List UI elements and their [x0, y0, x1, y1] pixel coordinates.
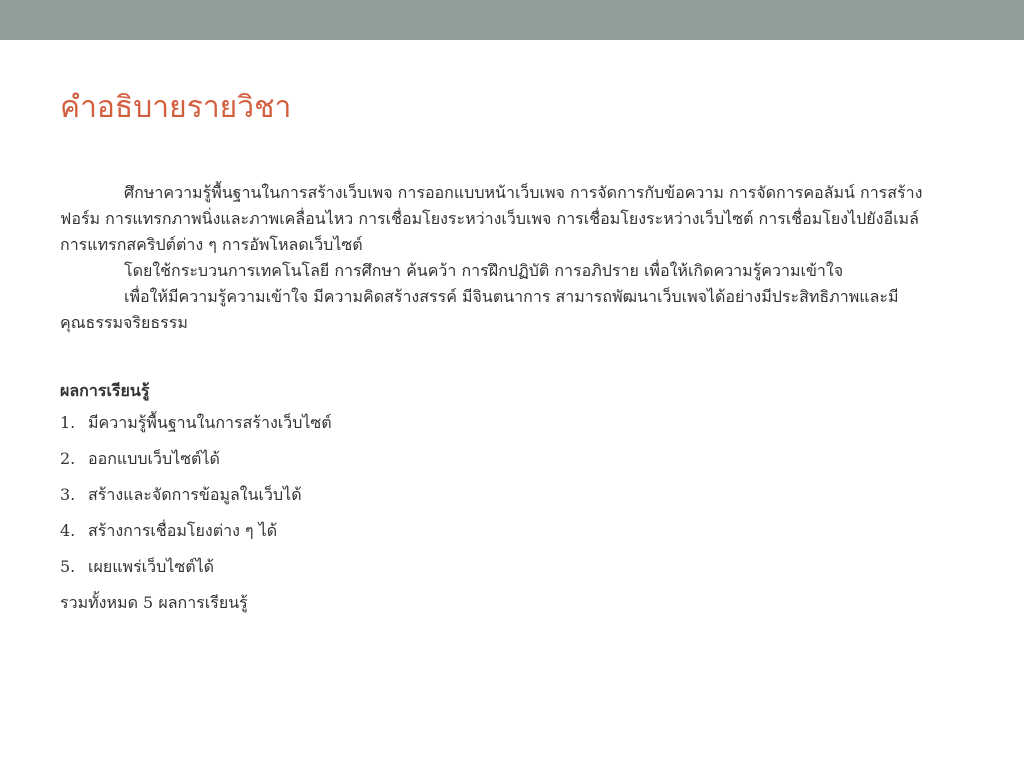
learning-outcomes-list	[60, 410, 930, 580]
list-item	[60, 518, 930, 544]
description-paragraph: โดยใช้กระบวนการเทคโนโลยี การศึกษา ค้นคว้า การฝึกปฏิบัติ การอภิปราย เพื่อให้เกิดความรู้ความเข้าใจ	[124, 261, 844, 280]
slide-body	[60, 180, 930, 616]
learning-outcomes-summary: รวมทั้งหมด 5 ผลการเรียนรู้	[60, 593, 248, 612]
list-item	[60, 410, 930, 436]
learning-outcomes-heading: ผลการเรียนรู้	[60, 381, 150, 400]
list-item	[60, 482, 930, 508]
description-paragraph: เพื่อให้มีความรู้ความเข้าใจ มีความคิดสร้างสรรค์ มีจินตนาการ สามารถพัฒนาเว็บเพจได้อย่างมีประสิทธิภาพและมีคุณธรรมจริยธรรม	[60, 287, 899, 332]
description-paragraph: ศึกษาความรู้พื้นฐานในการสร้างเว็บเพจ การออกแบบหน้าเว็บเพจ การจัดการกับข้อความ การจัดการคอลัมน์ การสร้างฟอร์ม การแทรกภาพนิ่งและภาพเคลื่อนไหว การเชื่อมโยงระหว่างเว็บเพจ การเชื่อมโยงระหว่างเว็บไซต์ การเชื่อมโยงไปยังอีเมล์ การแทรกสคริปต์ต่าง ๆ การอัพโหลดเว็บไซต์	[60, 183, 923, 254]
list-item-number: 4.	[60, 521, 76, 540]
list-item-text: เผยแพร่เว็บไซต์ได้	[88, 557, 215, 576]
top-accent-bar	[0, 0, 1024, 40]
list-item-text: มีความรู้พื้นฐานในการสร้างเว็บไซต์	[88, 413, 332, 432]
list-item-text: สร้างและจัดการข้อมูลในเว็บได้	[88, 485, 302, 504]
list-item	[60, 554, 930, 580]
list-item-number: 2.	[60, 449, 76, 468]
list-item-number: 1.	[60, 413, 76, 432]
list-item	[60, 446, 930, 472]
list-item-number: 5.	[60, 557, 76, 576]
list-item-text: ออกแบบเว็บไซต์ได้	[88, 449, 220, 468]
list-item-text: สร้างการเชื่อมโยงต่าง ๆ ได้	[88, 521, 278, 540]
slide-title: คำอธิบายรายวิชา	[60, 90, 292, 125]
list-item-number: 3.	[60, 485, 76, 504]
